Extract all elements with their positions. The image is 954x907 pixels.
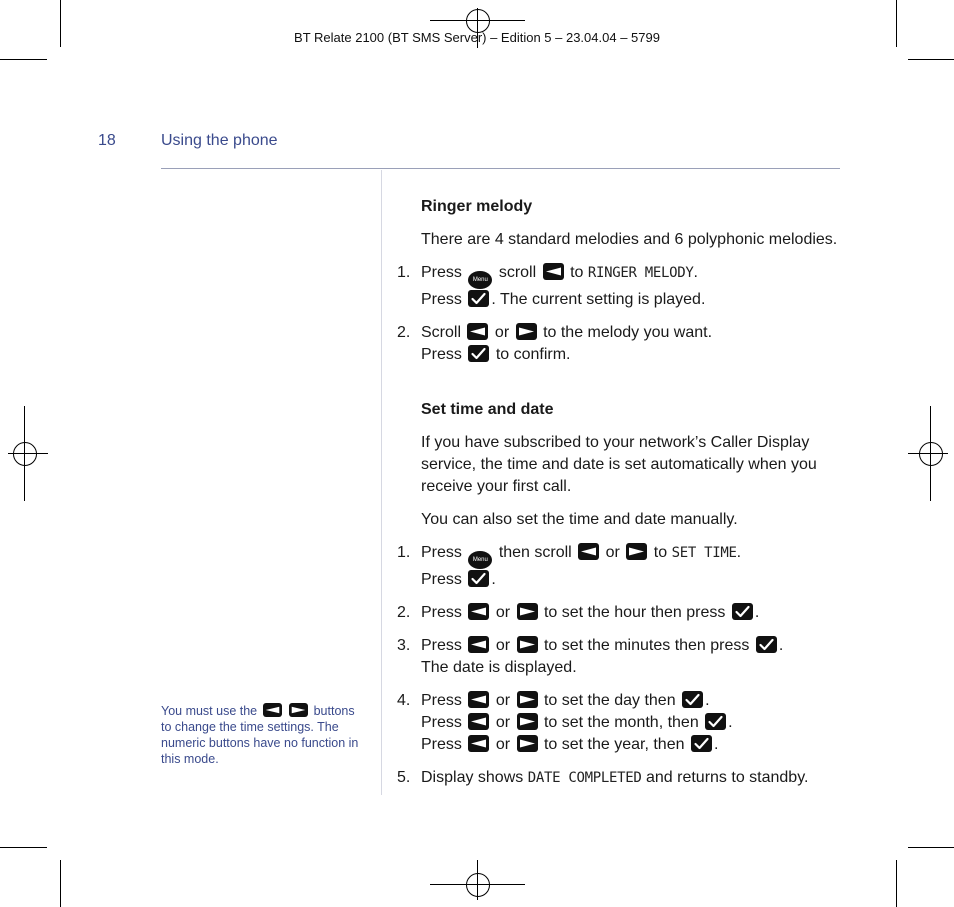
ringer-step-1 xyxy=(397,262,842,311)
right-arrow-key-icon xyxy=(516,323,537,340)
timedate-step-1 xyxy=(397,542,842,591)
ringer-heading: Ringer melody xyxy=(421,198,533,215)
step-number: 2. xyxy=(397,604,411,621)
side-note-text: You must use the xyxy=(161,704,258,718)
step-text: . xyxy=(693,264,698,281)
step-text: scroll xyxy=(498,264,537,281)
step-text: . xyxy=(713,736,719,753)
step-text: Press xyxy=(421,714,462,731)
timedate-step-2 xyxy=(397,602,842,624)
timedate-intro-2: You can also set the time and date manually. xyxy=(421,511,738,528)
step-number: 4. xyxy=(397,692,411,709)
crop-mark-top-left-h xyxy=(0,59,47,60)
step-text: to set the day then xyxy=(543,692,676,709)
crop-mark-bottom-right-v xyxy=(896,860,897,907)
step-number: 2. xyxy=(397,324,411,341)
step-text: or xyxy=(605,544,620,561)
left-arrow-key-icon xyxy=(578,543,599,560)
step-text: . The current setting is played. xyxy=(491,291,706,308)
side-note-text: buttons to change the time settings. The numeric buttons have no function in this mode. xyxy=(161,704,359,766)
step-text: Press xyxy=(421,604,462,621)
column-divider xyxy=(381,170,382,795)
step-text: and returns to standby. xyxy=(645,769,809,786)
crop-mark-bottom-left-v xyxy=(60,860,61,907)
step-text: to xyxy=(653,544,668,561)
step-text: or xyxy=(495,692,511,709)
step-text: . xyxy=(736,544,742,561)
right-arrow-key-icon xyxy=(517,713,538,730)
step-text: or xyxy=(495,604,511,621)
step-text: or xyxy=(495,637,511,654)
step-text: . xyxy=(705,692,710,709)
step-text: Press xyxy=(421,692,462,709)
step-text: Scroll xyxy=(421,324,462,341)
step-text: to the melody you want. xyxy=(543,324,713,341)
right-arrow-key-icon xyxy=(289,703,308,717)
step-text: Press xyxy=(421,736,462,753)
menu-key-icon: Menu xyxy=(468,271,492,289)
step-text: . xyxy=(754,604,760,621)
left-arrow-key-icon xyxy=(263,703,282,717)
right-arrow-key-icon xyxy=(626,543,647,560)
step-text: Press xyxy=(421,291,462,308)
left-arrow-key-icon xyxy=(468,636,489,653)
print-info-header: BT Relate 2100 (BT SMS Server) – Edition 5 – 23.04.04 – 5799 xyxy=(294,30,660,45)
timedate-heading: Set time and date xyxy=(421,401,554,418)
check-key-icon xyxy=(468,345,489,362)
timedate-step-3 xyxy=(397,635,842,679)
step-number: 1. xyxy=(397,544,411,561)
left-arrow-key-icon xyxy=(468,691,489,708)
check-key-icon xyxy=(705,713,726,730)
step-text: to set the month, then xyxy=(543,714,699,731)
left-arrow-key-icon xyxy=(468,713,489,730)
step-text: . xyxy=(778,637,784,654)
left-arrow-key-icon xyxy=(468,603,489,620)
crop-mark-top-right-h xyxy=(908,59,954,60)
check-key-icon xyxy=(756,636,777,653)
left-arrow-key-icon xyxy=(468,735,489,752)
step-text: . xyxy=(728,714,733,731)
right-arrow-key-icon xyxy=(517,603,538,620)
step-text: Press xyxy=(421,346,462,363)
check-key-icon xyxy=(468,570,489,587)
check-key-icon xyxy=(732,603,753,620)
lcd-text: SET TIME xyxy=(671,545,737,561)
step-text: Display shows xyxy=(421,769,524,786)
step-text: or xyxy=(494,324,510,341)
check-key-icon xyxy=(468,290,489,307)
step-text: then scroll xyxy=(498,544,572,561)
step-text: Press xyxy=(421,571,462,588)
right-arrow-key-icon xyxy=(517,735,538,752)
menu-key-icon: Menu xyxy=(468,551,492,569)
check-key-icon xyxy=(682,691,703,708)
timedate-step-5 xyxy=(397,767,842,789)
step-text: to confirm. xyxy=(495,346,571,363)
step-text: or xyxy=(495,736,511,753)
side-note xyxy=(161,703,366,767)
step-number: 5. xyxy=(397,769,411,786)
step-text: The date is displayed. xyxy=(421,659,577,676)
step-text: to set the year, then xyxy=(543,736,685,753)
header-rule xyxy=(161,168,840,169)
step-text: to xyxy=(570,264,584,281)
timedate-intro-1: If you have subscribed to your network’s Caller Display service, the time and date is set automatically when you receive your first call. xyxy=(421,434,817,495)
left-arrow-key-icon xyxy=(543,263,564,280)
check-key-icon xyxy=(691,735,712,752)
page-number: 18 xyxy=(98,132,116,149)
step-number: 3. xyxy=(397,637,411,654)
left-arrow-key-icon xyxy=(467,323,488,340)
ringer-step-2 xyxy=(397,322,842,366)
crop-mark-bottom-left-h xyxy=(0,847,47,848)
step-text: or xyxy=(495,714,511,731)
right-arrow-key-icon xyxy=(517,636,538,653)
step-text: to set the hour then press xyxy=(543,604,726,621)
lcd-text: RINGER MELODY xyxy=(587,265,694,281)
step-text: Press xyxy=(421,544,462,561)
main-content xyxy=(397,196,842,800)
ringer-intro: There are 4 standard melodies and 6 polyphonic melodies. xyxy=(421,231,838,248)
right-arrow-key-icon xyxy=(517,691,538,708)
crop-mark-bottom-right-h xyxy=(908,847,954,848)
step-text: Press xyxy=(421,637,462,654)
step-text: to set the minutes then press xyxy=(543,637,750,654)
timedate-step-4 xyxy=(397,690,842,756)
lcd-text: DATE COMPLETED xyxy=(527,770,642,786)
section-title: Using the phone xyxy=(161,132,278,149)
step-text: Press xyxy=(421,264,462,281)
step-number: 1. xyxy=(397,264,411,281)
step-text: . xyxy=(491,571,496,588)
